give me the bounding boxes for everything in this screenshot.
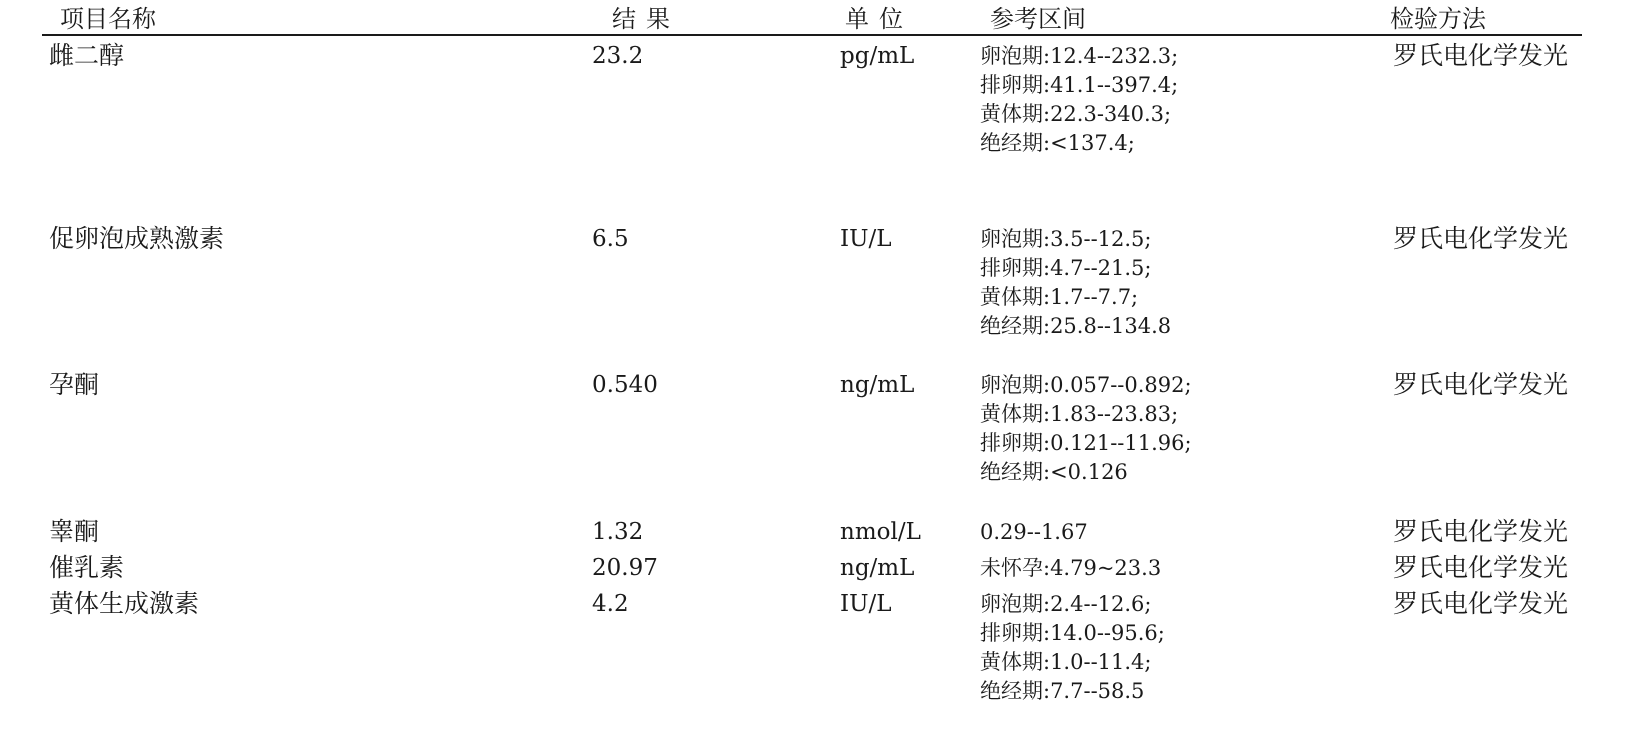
reference-line: 黄体期:22.3-340.3; bbox=[980, 102, 1172, 126]
reference-line: 排卵期:41.1--397.4; bbox=[980, 73, 1179, 97]
reference-line: 卵泡期:3.5--12.5; bbox=[980, 227, 1152, 251]
item-name: 孕酮 bbox=[49, 370, 100, 399]
item-reference-range bbox=[980, 518, 1088, 547]
item-reference-range bbox=[980, 42, 1178, 158]
reference-line: 排卵期:14.0--95.6; bbox=[980, 621, 1165, 645]
item-reference-range bbox=[980, 371, 1192, 487]
table-header bbox=[0, 0, 1650, 36]
item-reference-range bbox=[980, 225, 1171, 341]
reference-line: 卵泡期:0.057--0.892; bbox=[980, 373, 1192, 397]
item-reference-range bbox=[980, 590, 1165, 706]
item-result: 1.32 bbox=[592, 519, 644, 545]
reference-line: 黄体期:1.83--23.83; bbox=[980, 402, 1179, 426]
item-name: 促卵泡成熟激素 bbox=[49, 224, 225, 253]
header-unit: 单位 bbox=[845, 5, 913, 33]
reference-line: 排卵期:4.7--21.5; bbox=[980, 256, 1152, 280]
item-method: 罗氏电化学发光 bbox=[1393, 517, 1569, 546]
reference-line: 排卵期:0.121--11.96; bbox=[980, 431, 1192, 455]
reference-line: 卵泡期:12.4--232.3; bbox=[980, 44, 1179, 68]
reference-line: 卵泡期:2.4--12.6; bbox=[980, 592, 1152, 616]
header-reference-range: 参考区间 bbox=[990, 5, 1086, 33]
item-method: 罗氏电化学发光 bbox=[1393, 224, 1569, 253]
item-result: 20.97 bbox=[592, 555, 658, 581]
item-method: 罗氏电化学发光 bbox=[1393, 41, 1569, 70]
reference-line: 绝经期:25.8--134.8 bbox=[980, 314, 1172, 338]
item-reference-range bbox=[980, 554, 1161, 583]
header-divider bbox=[42, 34, 1582, 36]
reference-line: 0.29--1.67 bbox=[980, 520, 1088, 544]
header-result: 结果 bbox=[612, 5, 680, 33]
item-name: 黄体生成激素 bbox=[49, 589, 200, 618]
item-name: 睾酮 bbox=[49, 517, 100, 546]
header-test-method: 检验方法 bbox=[1390, 5, 1486, 33]
item-unit: nmol/L bbox=[840, 519, 921, 545]
item-unit: IU/L bbox=[840, 591, 892, 617]
item-unit: ng/mL bbox=[840, 372, 915, 398]
item-unit: IU/L bbox=[840, 226, 892, 252]
reference-line: 绝经期:<137.4; bbox=[980, 131, 1135, 155]
item-result: 0.540 bbox=[592, 372, 658, 398]
item-method: 罗氏电化学发光 bbox=[1393, 553, 1569, 582]
item-name: 催乳素 bbox=[49, 553, 125, 582]
reference-line: 黄体期:1.0--11.4; bbox=[980, 650, 1152, 674]
item-method: 罗氏电化学发光 bbox=[1393, 370, 1569, 399]
item-name: 雌二醇 bbox=[49, 41, 125, 70]
item-result: 6.5 bbox=[592, 226, 629, 252]
reference-line: 黄体期:1.7--7.7; bbox=[980, 285, 1139, 309]
item-unit: pg/mL bbox=[840, 43, 915, 69]
item-unit: ng/mL bbox=[840, 555, 915, 581]
reference-line: 绝经期:7.7--58.5 bbox=[980, 679, 1145, 703]
item-result: 4.2 bbox=[592, 591, 629, 617]
header-item-name: 项目名称 bbox=[60, 5, 156, 33]
reference-line: 未怀孕:4.79~23.3 bbox=[980, 556, 1162, 580]
item-result: 23.2 bbox=[592, 43, 644, 69]
reference-line: 绝经期:<0.126 bbox=[980, 460, 1128, 484]
item-method: 罗氏电化学发光 bbox=[1393, 589, 1569, 618]
